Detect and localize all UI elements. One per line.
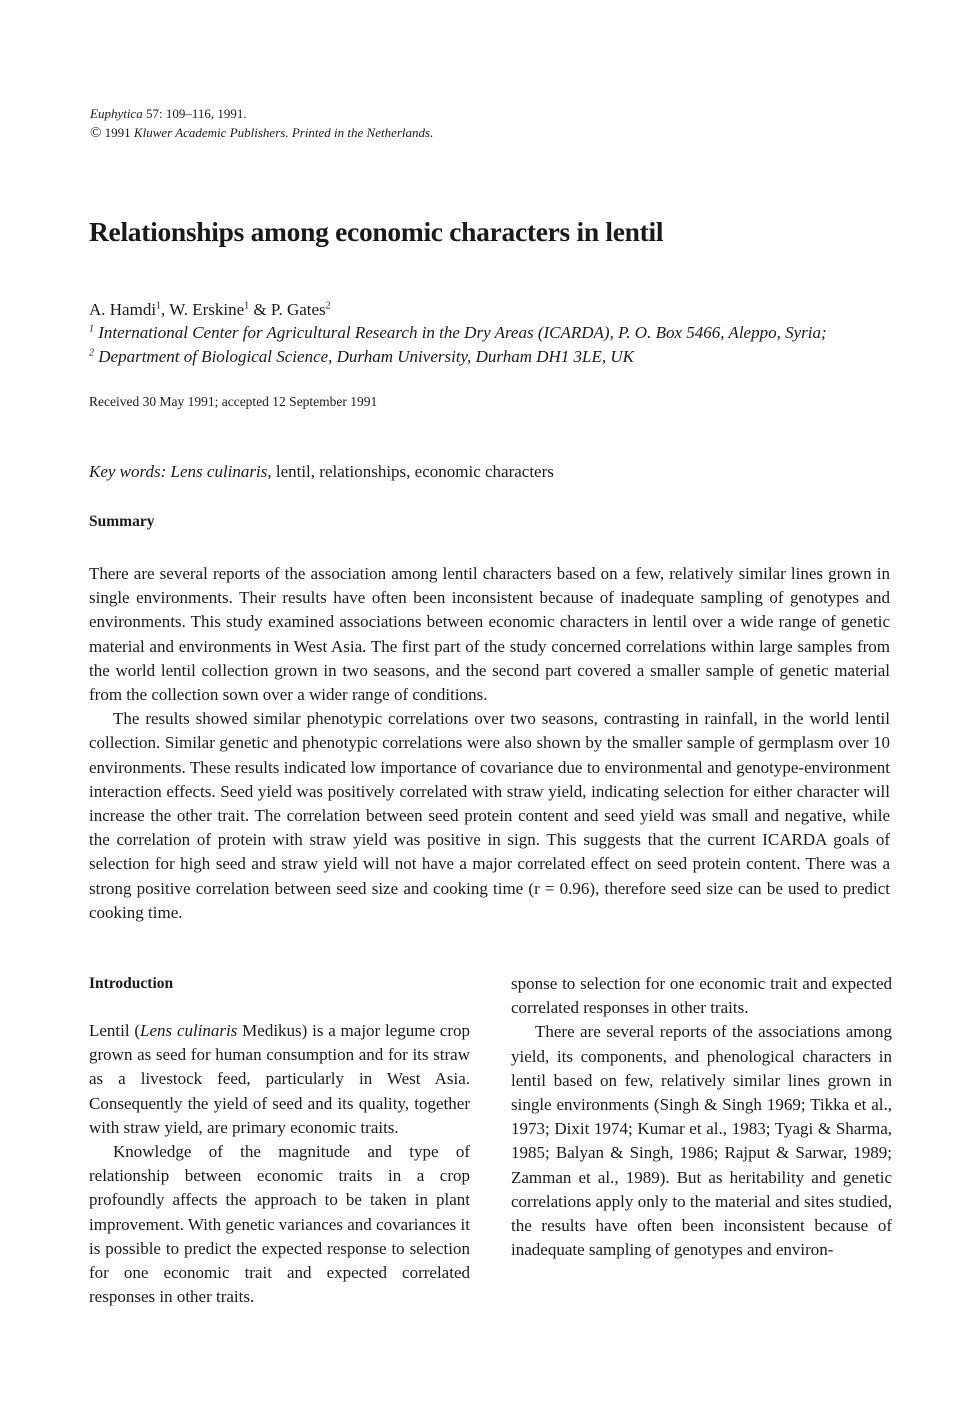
- copyright-year: 1991: [101, 125, 134, 140]
- author-hamdi-affil: 1: [156, 300, 162, 312]
- affiliation-1: [89, 321, 827, 344]
- intro-paragraph-2-continued: sponse to selection for one economic trait and expected correlated responses in other traits.: [511, 974, 892, 1018]
- affiliation-1-marker: 1: [89, 323, 94, 335]
- intro-p1-start: Lentil (: [89, 1021, 141, 1040]
- summary-body: [89, 562, 890, 925]
- summary-paragraph-1: There are several reports of the association among lentil characters based on a few, relatively similar lines grown in single environments. Their results have often been inconsistent because of inadequate sampling of genotypes and environments. This study examined associations between economic characters in lentil over a wide range of genetic material and environments in West Asia. The first part of the study concerned correlations within large samples from the world lentil collection grown in two seasons, and the second part covered a smaller sample of genetic material from the collection sown over a wider range of conditions.: [89, 564, 890, 705]
- intro-paragraph-3: There are several reports of the associations among yield, its components, and phenological characters in lentil based on few, relatively similar lines grown in single environments (Singh & Singh 1969; Tikka et al., 1973; Dixit 1974; Kumar et al., 1983; Tyagi & Sharma, 1985; Balyan & Singh, 1986; Rajput & Sarwar, 1989; Zamman et al., 1989). But as heritability and genetic correlations apply only to the material and sites studied, the results have often been inconsistent because of inadequate sampling of genotypes and environ-: [511, 1022, 892, 1260]
- introduction-heading: Introduction: [89, 975, 174, 992]
- journal-name: Euphytica: [90, 106, 143, 121]
- keywords-label: Key words:: [89, 462, 167, 481]
- summary-paragraph-2: The results showed similar phenotypic correlations over two seasons, contrasting in rainfall, in the world lentil collection. Similar genetic and phenotypic correlations were also shown by the smaller sample of germplasm over 10 environments. These results indicated low importance of covariance due to environmental and genotype-environment interaction effects. Seed yield was positively correlated with straw yield, indicating selection for either character will increase the other trait. The correlation between seed protein content and seed yield was small and negative, while the correlation of protein with straw yield was positive in sign. This suggests that the current ICARDA goals of selection for high seed and straw yield will not have a major correlated effect on seed protein content. There was a strong positive correlation between seed size and cooking time (r = 0.96), therefore seed size can be used to predict cooking time.: [89, 709, 890, 922]
- affiliation-2-marker: 2: [89, 347, 94, 359]
- journal-header: [90, 104, 433, 143]
- affiliation-2: [89, 345, 634, 368]
- author-erskine: , W. Erskine: [161, 300, 245, 319]
- summary-heading: Summary: [89, 513, 155, 530]
- journal-pages: : 109–116, 1991.: [158, 106, 247, 121]
- keywords-line: [89, 462, 554, 482]
- keywords-rest: lentil, relationships, economic characters: [271, 462, 554, 481]
- author-hamdi: A. Hamdi: [89, 300, 157, 319]
- publisher-name: Kluwer Academic Publishers. Printed in the Netherlands.: [133, 125, 434, 140]
- intro-p1-species: Lens culinaris: [140, 1021, 238, 1040]
- copyright-line: [90, 123, 433, 143]
- intro-paragraph-1: [89, 1019, 470, 1140]
- author-gates-affil: 2: [325, 300, 331, 312]
- intro-paragraph-2: Knowledge of the magnitude and type of relationship between economic traits in a crop profoundly affects the approach to be taken in plant improvement. With genetic variances and covariances it is possible to predict the expected response to selection for one economic trait and expected correlated responses in other traits.: [89, 1142, 470, 1307]
- column-right: [511, 972, 892, 1262]
- received-dates: Received 30 May 1991; accepted 12 September 1991: [89, 394, 378, 409]
- intro-p1-rest: Medikus) is a major legume crop grown as seed for human consumption and for its straw as a livestock feed, particularly in West Asia. Consequently the yield of seed and its quality, together with straw yield, are primary economic traits.: [89, 1021, 470, 1137]
- journal-volume: 57: [145, 106, 159, 121]
- column-left: [89, 972, 470, 1307]
- author-erskine-affil: 1: [244, 300, 250, 312]
- author-list: [89, 298, 331, 321]
- affiliation-1-text: International Center for Agricultural Research in the Dry Areas (ICARDA), P. O. Box 5466, Aleppo, Syria;: [94, 323, 827, 342]
- author-gates: & P. Gates: [249, 300, 326, 319]
- paper-title: Relationships among economic characters in lentil: [89, 216, 664, 247]
- affiliation-2-text: Department of Biological Science, Durham University, Durham DH1 3LE, UK: [94, 347, 635, 366]
- citation-line: [90, 104, 433, 123]
- copyright-symbol: ©: [90, 125, 102, 141]
- keywords-species: Lens culinaris,: [166, 462, 272, 481]
